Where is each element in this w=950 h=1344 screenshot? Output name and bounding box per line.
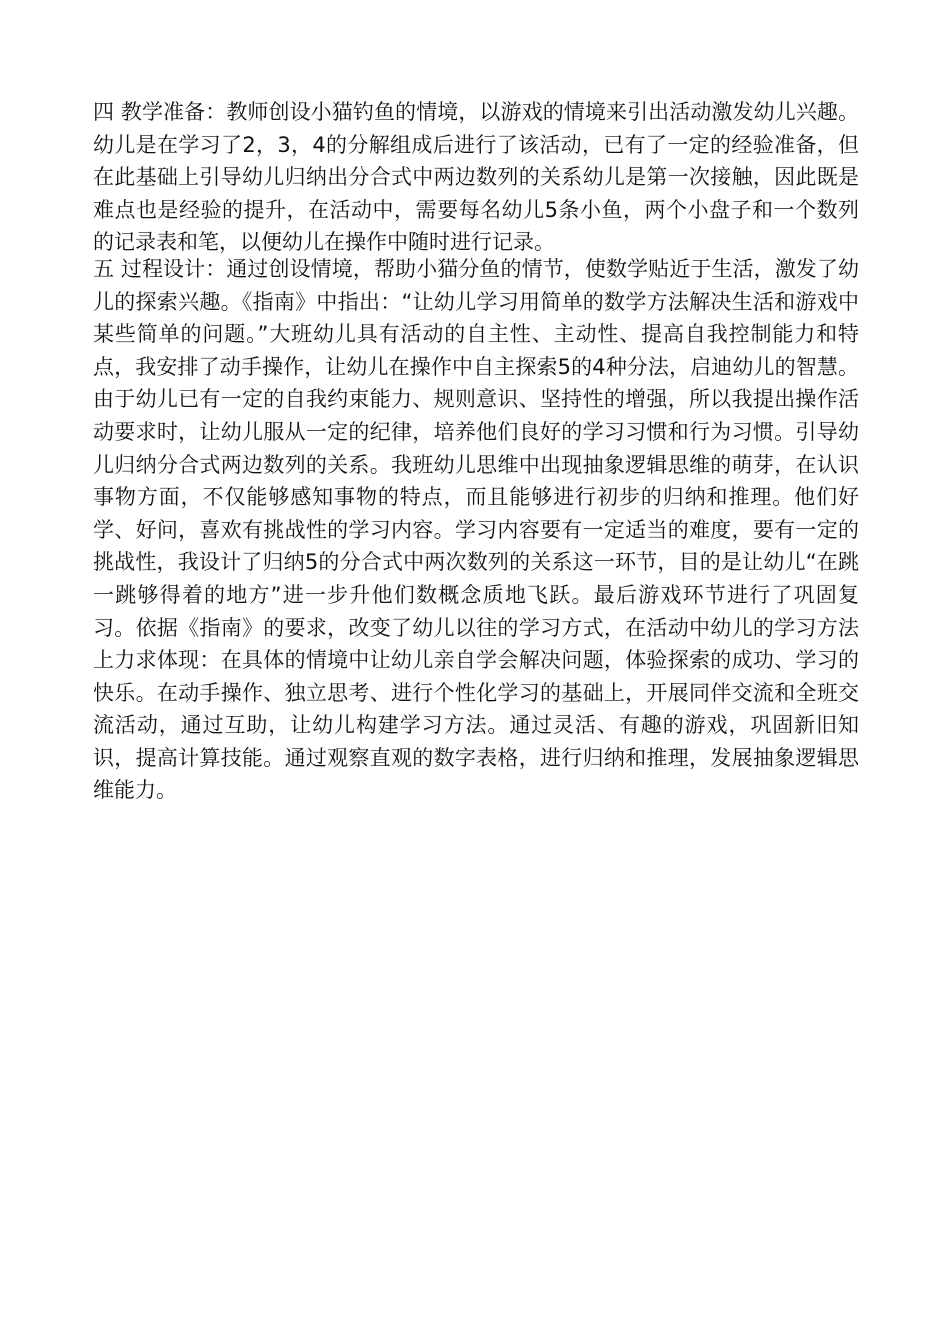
document-body — [93, 96, 859, 807]
paragraph-process-design: 五 过程设计：通过创设情境，帮助小猫分鱼的情节，使数学贴近于生活，激发了幼儿的探索兴趣。《指南》中指出：“让幼儿学习用简单的数学方法解决生活和游戏中某些简单的问题。”大班幼儿具有活动的自主性、主动性、提高自我控制能力和特点，我安排了动手操作，让幼儿在操作中自主探索5的4种分法，启迪幼儿的智慧。由于幼儿已有一定的自我约束能力、规则意识、坚持性的增强，所以我提出操作活动要求时，让幼儿服从一定的纪律，培养他们良好的学习习惯和行为习惯。引导幼儿归纳分合式两边数列的关系。我班幼儿思维中出现抽象逻辑思维的萌芽，在认识事物方面，不仅能够感知事物的特点，而且能够进行初步的归纳和推理。他们好学、好问，喜欢有挑战性的学习内容。学习内容要有一定适当的难度，要有一定的挑战性，我设计了归纳5的分合式中两次数列的关系这一环节，目的是让幼儿“在跳一跳够得着的地方”进一步升他们数概念质地飞跃。最后游戏环节进行了巩固复习。依据《指南》的要求，改变了幼儿以往的学习方式，在活动中幼儿的学习方法上力求体现：在具体的情境中让幼儿亲自学会解决问题，体验探索的成功、学习的快乐。在动手操作、独立思考、进行个性化学习的基础上，开展同伴交流和全班交流活动，通过互助，让幼儿构建学习方法。通过灵活、有趣的游戏，巩固新旧知识，提高计算技能。通过观察直观的数字表格，进行归纳和推理，发展抽象逻辑思维能力。 — [93, 256, 859, 803]
paragraph-teaching-preparation: 四 教学准备：教师创设小猫钓鱼的情境，以游戏的情境来引出活动激发幼儿兴趣。幼儿是在学习了2，3，4的分解组成后进行了该活动，已有了一定的经验准备，但在此基础上引导幼儿归纳出分合式中两边数列的关系幼儿是第一次接触，因此既是难点也是经验的提升，在活动中，需要每名幼儿5条小鱼，两个小盘子和一个数列的记录表和笔，以便幼儿在操作中随时进行记录。 — [93, 100, 859, 255]
